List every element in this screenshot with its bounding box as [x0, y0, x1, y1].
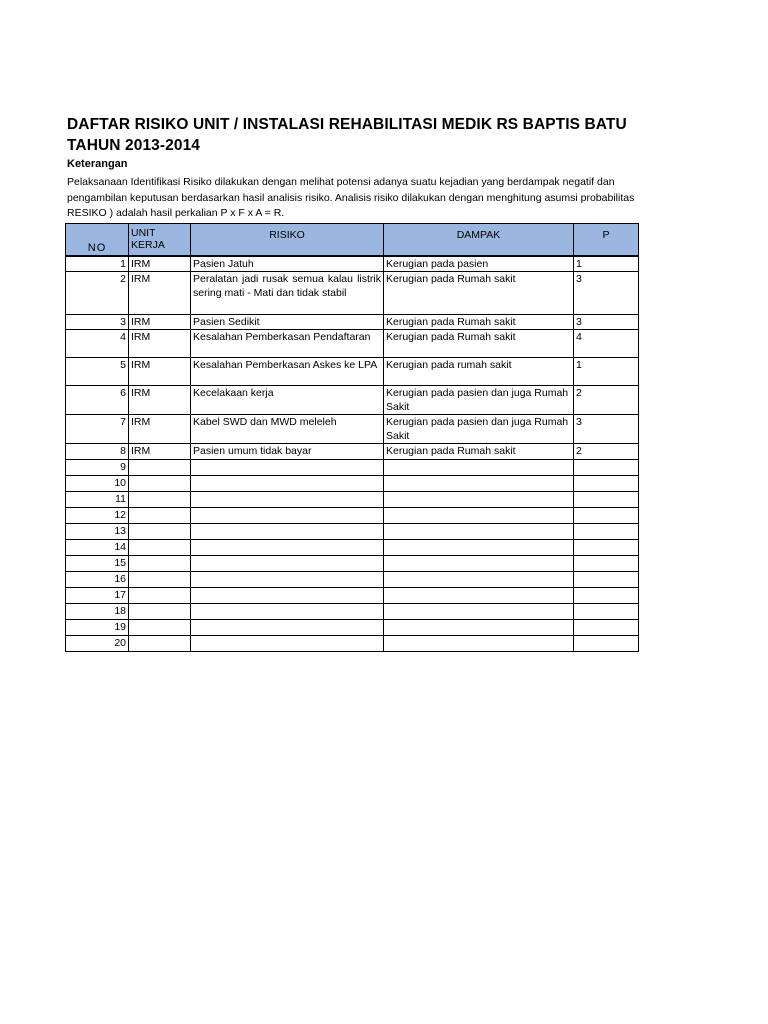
cell-no: 2 [66, 272, 129, 315]
cell-p [574, 460, 639, 476]
table-row [66, 524, 639, 540]
cell-no: 8 [66, 444, 129, 460]
risk-table [65, 223, 639, 652]
cell-dampak: Kerugian pada rumah sakit [384, 358, 574, 386]
description-line-2: pengambilan keputusan berdasarkan hasil analisis risiko. Analisis risiko dilakukan dengan menghitung asumsi probabilitas [67, 192, 635, 204]
cell-dampak [384, 604, 574, 620]
cell-risiko [191, 492, 384, 508]
cell-dampak [384, 492, 574, 508]
cell-p: 4 [574, 330, 639, 358]
cell-no: 5 [66, 358, 129, 386]
cell-no: 3 [66, 315, 129, 330]
cell-p [574, 540, 639, 556]
cell-dampak [384, 588, 574, 604]
cell-risiko [191, 508, 384, 524]
cell-dampak [384, 636, 574, 652]
cell-unit: IRM [129, 315, 191, 330]
cell-risiko [191, 556, 384, 572]
cell-risiko: Kabel SWD dan MWD meleleh [191, 415, 384, 444]
cell-p: 3 [574, 272, 639, 315]
table-row [66, 256, 639, 272]
table-row [66, 492, 639, 508]
cell-no: 20 [66, 636, 129, 652]
cell-dampak [384, 508, 574, 524]
cell-unit [129, 620, 191, 636]
cell-dampak [384, 460, 574, 476]
cell-p [574, 476, 639, 492]
cell-unit: IRM [129, 386, 191, 415]
table-row [66, 556, 639, 572]
cell-unit [129, 540, 191, 556]
table-row [66, 572, 639, 588]
document-title: DAFTAR RISIKO UNIT / INSTALASI REHABILITASI MEDIK RS BAPTIS BATU [67, 116, 627, 133]
cell-p: 1 [574, 358, 639, 386]
cell-unit [129, 524, 191, 540]
cell-dampak [384, 540, 574, 556]
cell-unit: IRM [129, 256, 191, 272]
table-row [66, 415, 639, 444]
cell-risiko [191, 636, 384, 652]
document-year: TAHUN 2013-2014 [67, 137, 201, 154]
table-row [66, 476, 639, 492]
table-row [66, 460, 639, 476]
cell-dampak: Kerugian pada pasien dan juga Rumah Sakit [384, 415, 574, 444]
cell-no: 16 [66, 572, 129, 588]
table-row [66, 386, 639, 415]
cell-no: 6 [66, 386, 129, 415]
cell-p: 3 [574, 315, 639, 330]
header-no: NO [66, 224, 129, 257]
cell-dampak [384, 620, 574, 636]
cell-risiko: Pasien Jatuh [191, 256, 384, 272]
cell-p [574, 492, 639, 508]
header-p: P [574, 224, 639, 257]
keterangan-heading: Keterangan [67, 158, 128, 170]
cell-risiko [191, 588, 384, 604]
cell-dampak: Kerugian pada pasien [384, 256, 574, 272]
table-row [66, 444, 639, 460]
cell-dampak [384, 572, 574, 588]
cell-p [574, 620, 639, 636]
cell-no: 4 [66, 330, 129, 358]
description-line-1: Pelaksanaan Identifikasi Risiko dilakukan dengan melihat potensi adanya suatu kejadian yang berdampak negatif dan [67, 176, 615, 188]
cell-unit [129, 588, 191, 604]
cell-p [574, 636, 639, 652]
cell-p: 2 [574, 444, 639, 460]
cell-risiko: Kesalahan Pemberkasan Askes ke LPA [191, 358, 384, 386]
cell-risiko [191, 524, 384, 540]
cell-unit: IRM [129, 444, 191, 460]
cell-risiko [191, 620, 384, 636]
table-row [66, 508, 639, 524]
cell-no: 18 [66, 604, 129, 620]
table-row [66, 636, 639, 652]
description-line-3: RESIKO ) adalah hasil perkalian P x F x A = R. [67, 207, 285, 219]
cell-unit [129, 508, 191, 524]
cell-p [574, 556, 639, 572]
cell-risiko [191, 476, 384, 492]
table-row [66, 358, 639, 386]
cell-p [574, 604, 639, 620]
cell-unit [129, 572, 191, 588]
description-block [0, 170, 638, 222]
cell-no: 12 [66, 508, 129, 524]
table-body [66, 256, 639, 652]
cell-risiko [191, 604, 384, 620]
cell-risiko: Pasien Sedikit [191, 315, 384, 330]
table-row [66, 540, 639, 556]
cell-p [574, 588, 639, 604]
cell-unit: IRM [129, 272, 191, 315]
cell-dampak [384, 556, 574, 572]
cell-p [574, 572, 639, 588]
cell-no: 17 [66, 588, 129, 604]
cell-no: 13 [66, 524, 129, 540]
cell-p: 2 [574, 386, 639, 415]
cell-unit [129, 492, 191, 508]
cell-risiko: Peralatan jadi rusak semua kalau listrik sering mati - Mati dan tidak stabil [191, 272, 384, 315]
cell-no: 14 [66, 540, 129, 556]
cell-no: 10 [66, 476, 129, 492]
cell-risiko: Kesalahan Pemberkasan Pendaftaran [191, 330, 384, 358]
cell-dampak: Kerugian pada Rumah sakit [384, 272, 574, 315]
cell-risiko [191, 460, 384, 476]
cell-no: 19 [66, 620, 129, 636]
cell-no: 11 [66, 492, 129, 508]
cell-risiko: Pasien umum tidak bayar [191, 444, 384, 460]
cell-unit: IRM [129, 358, 191, 386]
cell-risiko: Kecelakaan kerja [191, 386, 384, 415]
cell-dampak: Kerugian pada Rumah sakit [384, 444, 574, 460]
cell-dampak: Kerugian pada Rumah sakit [384, 330, 574, 358]
table-row [66, 315, 639, 330]
cell-unit: IRM [129, 415, 191, 444]
table-row [66, 272, 639, 315]
cell-dampak [384, 524, 574, 540]
table-row [66, 588, 639, 604]
header-unit-kerja: UNIT KERJA [129, 224, 191, 257]
cell-dampak: Kerugian pada pasien dan juga Rumah Sakit [384, 386, 574, 415]
cell-p: 1 [574, 256, 639, 272]
cell-p [574, 508, 639, 524]
cell-no: 1 [66, 256, 129, 272]
cell-dampak [384, 476, 574, 492]
cell-unit [129, 476, 191, 492]
cell-p [574, 524, 639, 540]
cell-no: 15 [66, 556, 129, 572]
header-dampak: DAMPAK [384, 224, 574, 257]
header-risiko: RISIKO [191, 224, 384, 257]
cell-no: 7 [66, 415, 129, 444]
cell-dampak: Kerugian pada Rumah sakit [384, 315, 574, 330]
cell-p: 3 [574, 415, 639, 444]
cell-unit: IRM [129, 330, 191, 358]
table-header-row [66, 224, 639, 257]
cell-unit [129, 556, 191, 572]
cell-risiko [191, 572, 384, 588]
cell-risiko [191, 540, 384, 556]
cell-no: 9 [66, 460, 129, 476]
cell-unit [129, 636, 191, 652]
table-row [66, 620, 639, 636]
table-row [66, 604, 639, 620]
table-row [66, 330, 639, 358]
cell-unit [129, 604, 191, 620]
cell-unit [129, 460, 191, 476]
